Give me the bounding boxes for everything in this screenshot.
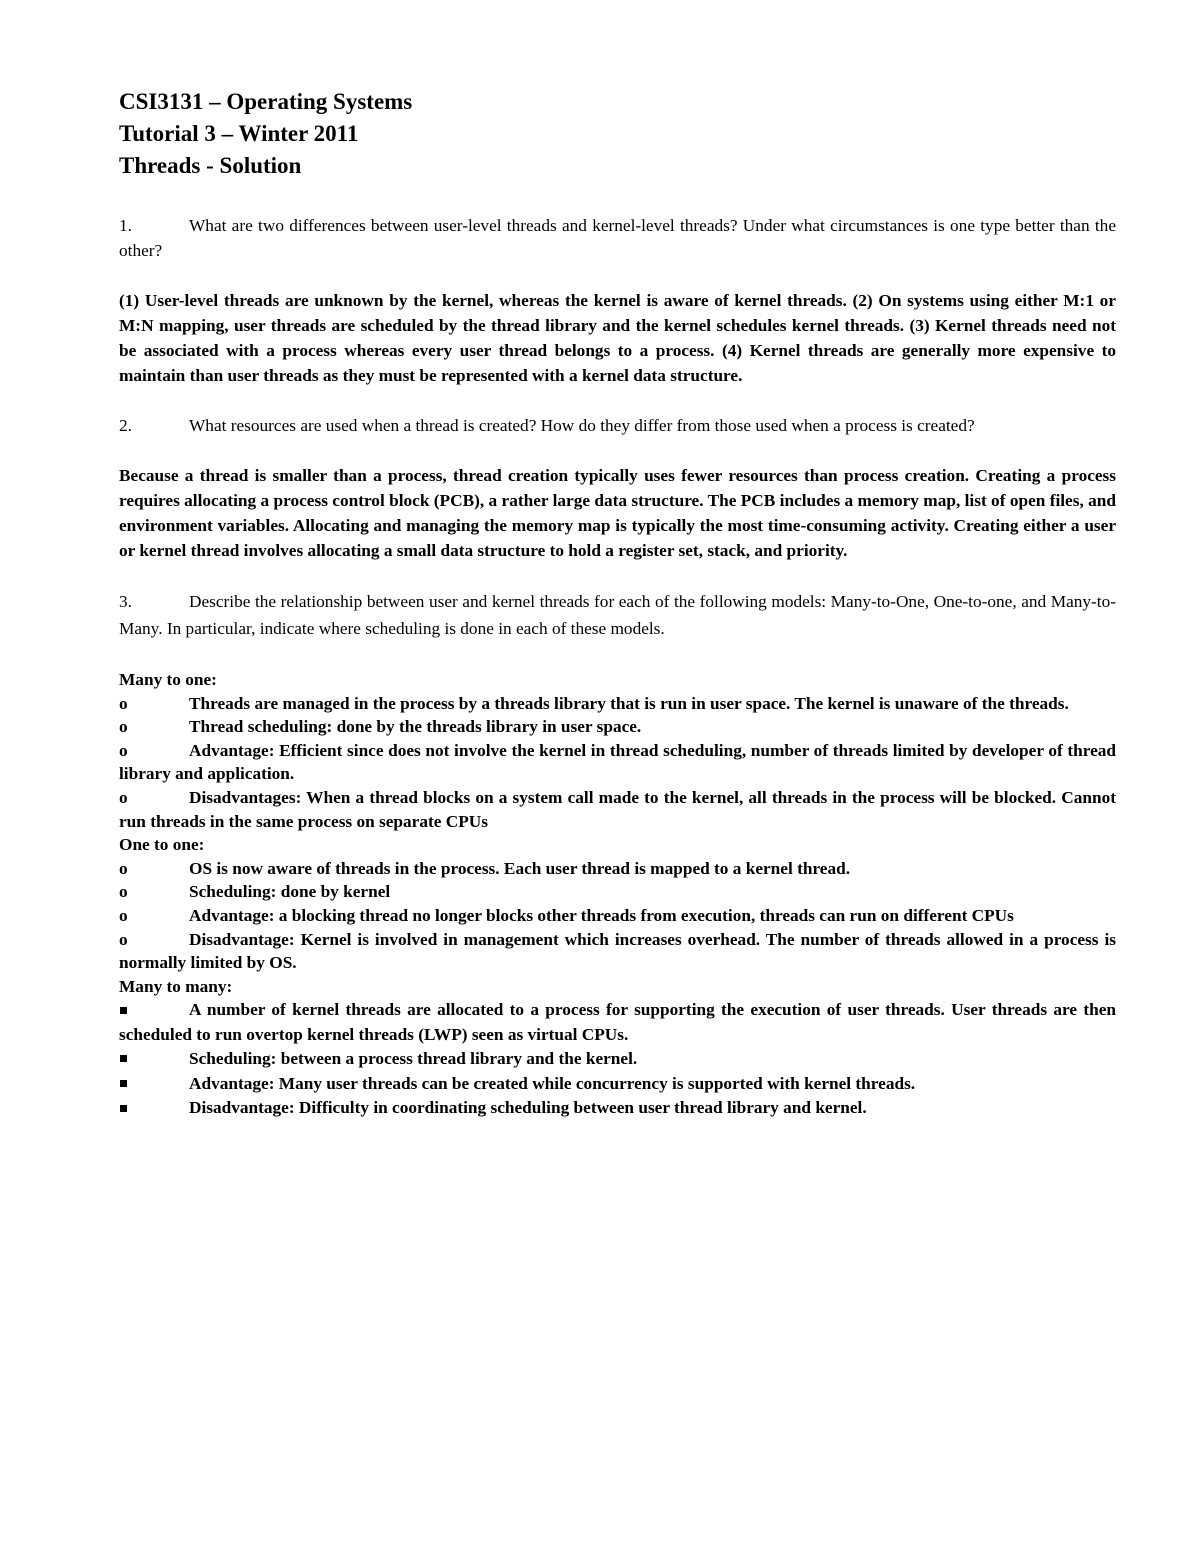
list-item-text: Scheduling: between a process thread library and the kernel.: [189, 1048, 638, 1068]
list-item: [119, 904, 1116, 928]
list-item-text: Advantage: Many user threads can be created while concurrency is supported with kernel threads.: [189, 1073, 916, 1093]
list-item-text: Advantage: a blocking thread no longer blocks other threads from execution, threads can run on different CPUs: [189, 905, 1014, 925]
list-item-text: Advantage: Efficient since does not involve the kernel in thread scheduling, number of threads limited by developer of thread library and application.: [119, 740, 1116, 784]
question-2-text: What resources are used when a thread is created? How do they differ from those used when a process is created?: [189, 416, 975, 435]
topic-title: Threads - Solution: [119, 153, 302, 178]
list-item: [119, 786, 1116, 833]
question-2: [119, 413, 1116, 438]
many-to-one-heading: Many to one:: [119, 670, 217, 689]
list-item: [119, 928, 1116, 975]
list-item-text: OS is now aware of threads in the process. Each user thread is mapped to a kernel thread.: [189, 858, 851, 878]
list-item-text: Disadvantage: Kernel is involved in management which increases overhead. The number of threads allowed in a process is normally limited by OS.: [119, 929, 1116, 973]
list-item: [119, 880, 1116, 904]
tutorial-title: Tutorial 3 – Winter 2011: [119, 121, 359, 146]
circle-bullet-marker: o: [119, 717, 128, 737]
document-header: [119, 86, 1116, 182]
list-item: [119, 1072, 1116, 1097]
list-item-text: Disadvantage: Difficulty in coordinating scheduling between user thread library and kernel.: [189, 1098, 867, 1118]
question-3: [119, 588, 1116, 642]
question-3-text: Describe the relationship between user and kernel threads for each of the following models: Many-to-One, One-to-one, and Many-to-Many. In particular, indicate where scheduling is done in each of these models.: [119, 592, 1116, 638]
circle-bullet-marker: o: [119, 740, 128, 760]
one-to-one-heading: One to one:: [119, 835, 205, 855]
many-to-many-heading: Many to many:: [119, 976, 233, 996]
square-bullet-icon: [119, 1048, 189, 1072]
list-item-text: Scheduling: done by kernel: [189, 882, 391, 902]
list-item-text: Disadvantages: When a thread blocks on a system call made to the kernel, all threads in the process will be blocked. Cannot run threads in the same process on separate CPUs: [119, 787, 1116, 831]
question-1-text: What are two differences between user-level threads and kernel-level threads? Under what circumstances is one type better than the other?: [119, 216, 1116, 260]
square-bullet-icon: [119, 1000, 189, 1024]
circle-bullet-marker: o: [119, 787, 128, 807]
list-item: [119, 715, 1116, 739]
circle-bullet-marker: o: [119, 693, 128, 713]
square-bullet-icon: [119, 1098, 189, 1122]
question-1: [119, 213, 1116, 263]
list-item: [119, 692, 1116, 716]
list-item: [119, 739, 1116, 786]
square-bullet-icon: [119, 1073, 189, 1097]
list-item: [119, 857, 1116, 881]
list-item: [119, 1047, 1116, 1072]
circle-bullet-marker: o: [119, 905, 128, 925]
circle-bullet-marker: o: [119, 882, 128, 902]
course-title: CSI3131 – Operating Systems: [119, 89, 413, 114]
circle-bullet-marker: o: [119, 929, 128, 949]
list-item-text: A number of kernel threads are allocated to a process for supporting the execution of user threads. User threads are then scheduled to run overtop kernel threads (LWP) seen as virtual CPUs.: [119, 1000, 1116, 1045]
list-item-text: Thread scheduling: done by the threads library in user space.: [189, 717, 642, 737]
question-2-number: 2.: [119, 416, 132, 435]
circle-bullet-marker: o: [119, 858, 128, 878]
question-3-number: 3.: [119, 592, 132, 611]
answer-1: (1) User-level threads are unknown by the kernel, whereas the kernel is aware of kernel threads. (2) On systems using either M:1 or M:N mapping, user threads are scheduled by the thread library and the kernel schedules kernel threads. (3) Kernel threads need not be associated with a process whereas every user thread belongs to a process. (4) Kernel threads are generally more expensive to maintain than user threads as they must be represented with a kernel data structure.: [119, 291, 1116, 385]
answer-3: [119, 668, 1116, 1121]
list-item-text: Threads are managed in the process by a threads library that is run in user space. The kernel is unaware of the threads.: [189, 693, 1069, 713]
question-1-number: 1.: [119, 216, 132, 235]
document-page: [119, 86, 1116, 1121]
answer-2: Because a thread is smaller than a process, thread creation typically uses fewer resources than process creation. Creating a process requires allocating a process control block (PCB), a rather large data structure. The PCB includes a memory map, list of open files, and environment variables. Allocating and managing the memory map is typically the most time-consuming activity. Creating either a user or kernel thread involves allocating a small data structure to hold a register set, stack, and priority.: [119, 466, 1116, 560]
list-item: [119, 1096, 1116, 1121]
list-item: [119, 998, 1116, 1046]
